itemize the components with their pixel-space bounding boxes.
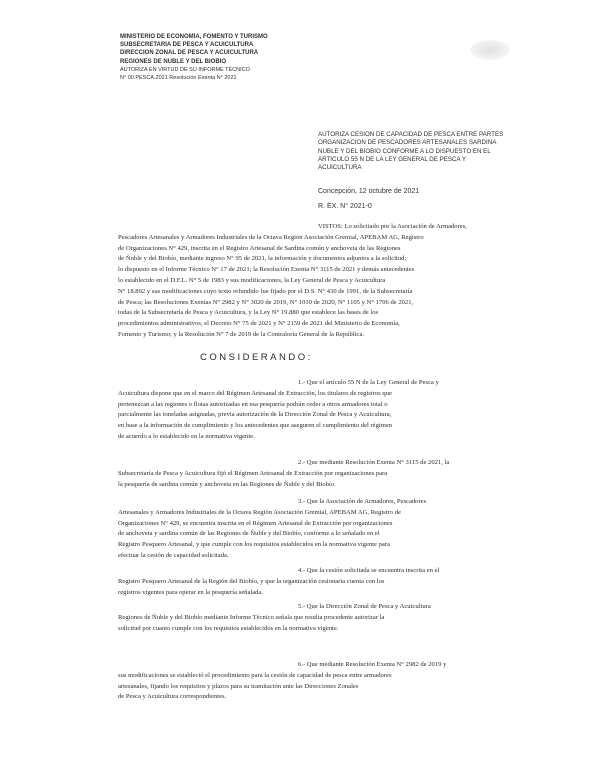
vistos-line: Pescadores Artesanales y Armadores Industriales de la Octava Región Asociación Gremial, APEBAM AG, Registro xyxy=(118,233,424,241)
resolution-number: R. EX. N° 2021-0 xyxy=(318,203,372,210)
resolution-title-line: ARTÍCULO 55 N DE LA LEY GENERAL DE PESCA Y xyxy=(318,155,466,163)
resolution-title-line: AUTORIZA CESIÓN DE CAPACIDAD DE PESCA ENTRE PARTES xyxy=(318,131,504,138)
considerando-line: Organizaciones N° 429, se encuentra inscrita en el Régimen Artesanal de Extracción por organizaciones xyxy=(118,519,393,527)
letterhead-line: MINISTERIO DE ECONOMÍA, FOMENTO Y TURISMO xyxy=(120,34,268,40)
considerando-paragraph xyxy=(118,660,518,703)
vistos-line: Fomento y Turismo; y la Resolución N° 7 de 2019 de la Contraloría General de la República. xyxy=(118,330,365,338)
considerando-paragraph xyxy=(118,497,518,562)
vistos-line: todas de la Subsecretaría de Pesca y Acuicultura, y la Ley N° 19.880 que establece las bases de los xyxy=(118,309,379,317)
considerando-line: 1.- Que el artículo 55 N de la Ley General de Pesca y xyxy=(298,379,439,386)
considerando-line: 5.- Que la Dirección Zonal de Pesca y Acuicultura xyxy=(298,603,431,610)
considerando-line: Subsecretaría de Pesca y Acuicultura fijó el Régimen Artesanal de Extracción por organizaciones para xyxy=(118,469,388,477)
vistos-line: procedimientos administrativos, el Decreto N° 75 de 2021 y N° 2159 de 2021 del Ministerio de Economía, xyxy=(118,320,400,328)
considerando-line: de Pesca y Acuicultura correspondientes. xyxy=(118,693,227,701)
place-date: Concepción, 12 octubre de 2021 xyxy=(318,188,420,195)
vistos-line: de Ñuble y del Biobío, mediante ingreso N° 95 de 2021, la información y documentos adjuntos a la solicitud; xyxy=(118,255,407,263)
considerando-line: 6.- Que mediante Resolución Exenta N° 2982 de 2019 y xyxy=(298,661,447,668)
considerando-line: efectuar la cesión de capacidad solicitada. xyxy=(118,551,229,559)
considerando-line: 4.- Que la cesión solicitada se encuentra inscrita en el xyxy=(298,567,440,574)
resolution-title-line: ORGANIZACIÓN DE PESCADORES ARTESANALES SARDINA xyxy=(318,139,497,147)
resolution-title xyxy=(318,131,508,172)
vistos-line: lo establecido en el D.F.L. N° 5 de 1983 y sus modificaciones, la Ley General de Pesca y Acuicultura xyxy=(118,276,386,284)
considerando-line: Regiones de Ñuble y del Biobío mediante Informe Técnico señala que resulta procedente autorizar la xyxy=(118,613,385,621)
considerando-line: de acuerdo a lo establecido en la normativa vigente. xyxy=(118,432,255,440)
considerando-line: sus modificaciones se estableció el procedimiento para la cesión de capacidad de pesca entre armadores xyxy=(118,671,392,679)
scan-smudge xyxy=(470,40,510,60)
letterhead-line: DIRECCIÓN ZONAL DE PESCA Y ACUICULTURA xyxy=(120,50,259,57)
vistos-line: N° 18.892 y sus modificaciones cuyo texto refundido fue fijado por el D.S. N° 430 de 1991, de la Subsecretaría xyxy=(118,287,413,295)
considerando-line: solicitud por cuanto cumple con los requisitos establecidos en la normativa vigente. xyxy=(118,624,339,632)
considerando-line: en base a la información de cumplimiento y los antecedentes que aseguren el cumplimiento del régimen xyxy=(118,422,393,430)
resolution-title-line: ÑUBLE Y DEL BIOBÍO CONFORME A LO DISPUESTO EN EL xyxy=(318,147,491,155)
vistos-line: de Organizaciones N° 429, inscrita en el Registro Artesanal de Sardina común y anchoveta de las Regiones xyxy=(118,244,401,252)
considerando-line: Artesanales y Armadores Industriales de la Octava Región Asociación Gremial, APEBAM AG, Registro de xyxy=(118,508,401,516)
considerando-paragraph xyxy=(118,458,518,490)
vistos-line: de Pesca; las Resoluciones Exentas N° 2982 y N° 3020 de 2019, N° 1010 de 2020, N° 1105 y N° 1706 de 2021, xyxy=(118,298,414,306)
considerando-line: Acuicultura dispone que en el marco del Régimen Artesanal de Extracción, los titulares de registros que xyxy=(118,389,392,397)
letterhead-line: REGIONES DE ÑUBLE Y DEL BIOBÍO xyxy=(120,58,227,65)
letterhead-line: N° 00.PESCA.2021 Resolución Exenta N° 2021 xyxy=(120,75,237,82)
considerando-line: 3.- Que la Asociación de Armadores, Pescadores xyxy=(298,498,427,505)
vistos-paragraph xyxy=(118,222,518,341)
letterhead-line: AUTORIZA EN VIRTUD DE SU INFORME TÉCNICO xyxy=(120,66,250,73)
considerando-line: 2.- Que mediante Resolución Exenta N° 3115 de 2021, la xyxy=(298,459,450,466)
considerando-line: artesanales, fijando los requisitos y plazos para su tramitación ante las Direcciones Zonales xyxy=(118,682,359,690)
letterhead xyxy=(120,33,310,82)
considerando-line: registros vigentes para operar en la pesquería señalada. xyxy=(118,588,263,596)
letterhead-line: SUBSECRETARÍA DE PESCA Y ACUICULTURA xyxy=(120,42,254,49)
considerando-paragraph xyxy=(118,566,518,598)
considerando-line: de anchoveta y sardina común de las Regiones de Ñuble y del Biobío, conforme a lo señalado en el xyxy=(118,530,380,538)
considerando-heading: CONSIDERANDO: xyxy=(200,352,313,363)
considerando-line: pertenezcan a las regiones o flotas autorizadas en esa pesquería podrán ceder a otros armadores total o xyxy=(118,400,388,408)
considerando-line: Registro Pesquero Artesanal de la Región del Biobío, y que la organización cesionaria cuenta con los xyxy=(118,577,385,585)
considerando-line: Registro Pesquero Artesanal, y que cumple con los requisitos establecidos en la normativa vigente para xyxy=(118,541,390,549)
resolution-title-line: ACUICULTURA xyxy=(318,164,362,172)
considerando-line: parcialmente las toneladas asignadas, previa autorización de la Dirección Zonal de Pesca y Acuicultura, xyxy=(118,411,392,419)
vistos-line: VISTOS: Lo solicitado por la Asociación de Armadores, xyxy=(318,223,467,230)
considerando-paragraph xyxy=(118,378,518,443)
considerando-line: la pesquería de sardina común y anchoveta en las Regiones de Ñuble y del Biobío. xyxy=(118,480,336,488)
vistos-line: lo dispuesto en el Informe Técnico N° 17 de 2021; la Resolución Exenta N° 3115 de 2021 y demás antecedentes xyxy=(118,266,415,274)
considerando-paragraph xyxy=(118,602,518,634)
